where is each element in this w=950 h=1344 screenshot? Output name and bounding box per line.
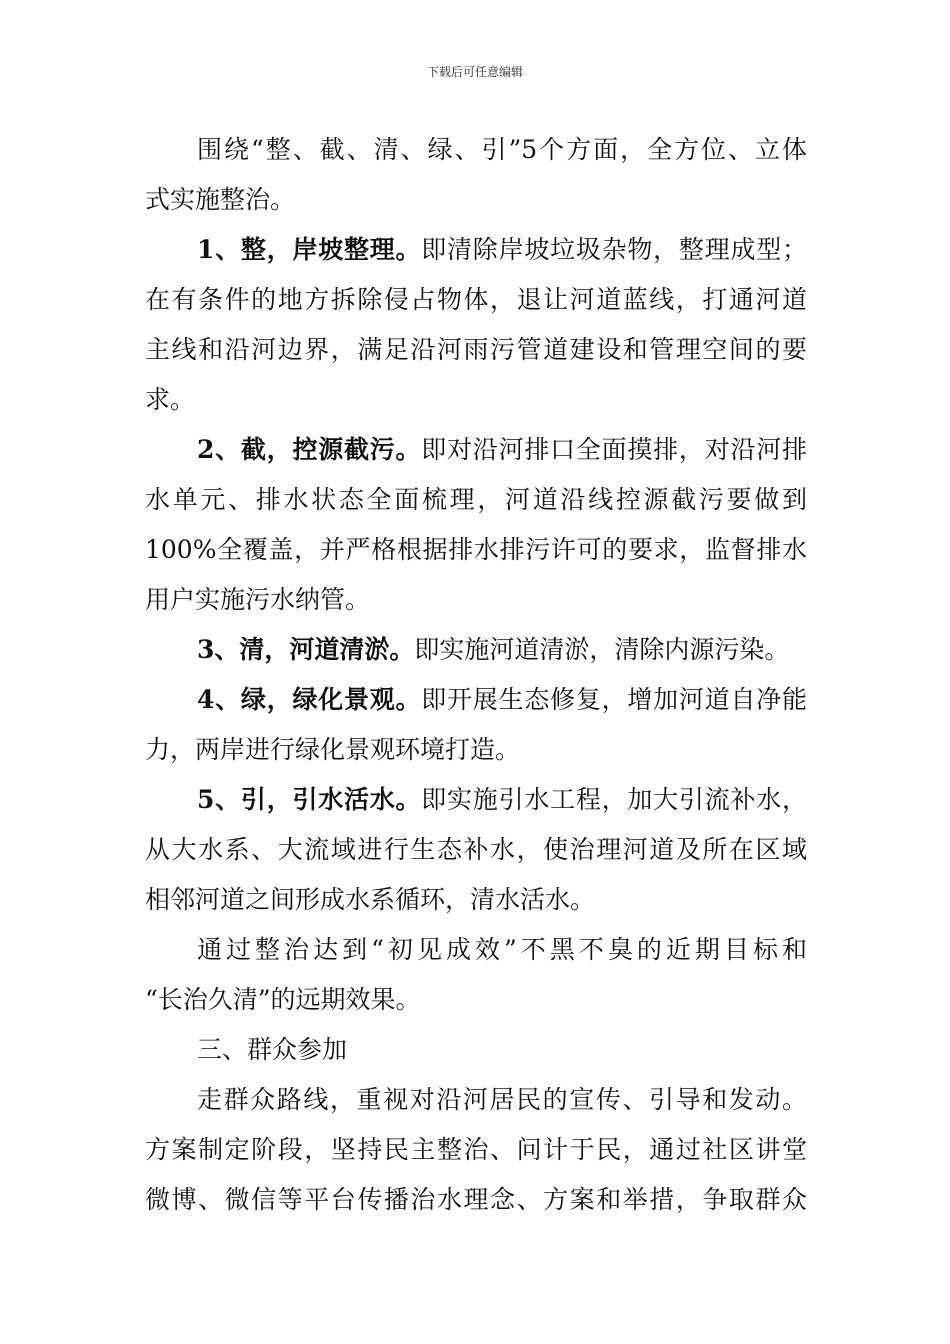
- item-heading: 2、截，控源截污。: [197, 435, 422, 464]
- paragraph-line: 求。: [145, 385, 196, 414]
- paragraph-line: 力，两岸进行绿化景观环境打造。: [145, 735, 521, 764]
- item-5-paragraph: [145, 775, 807, 925]
- paragraph-line: “长治久清”的远期效果。: [145, 985, 421, 1014]
- paragraph-line: 三、群众参加: [197, 1035, 348, 1064]
- item-heading: 1、整，岸坡整理。: [197, 235, 422, 264]
- goal-paragraph: [145, 925, 807, 1025]
- item-text: 即开展生态修复，增加河道自净能: [421, 685, 807, 714]
- item-4-paragraph: [145, 675, 807, 775]
- item-text: 即实施引水工程，加大引流补水，: [421, 785, 807, 814]
- paragraph-line: 水单元、排水状态全面梳理，河道沿线控源截污要做到: [145, 485, 807, 514]
- public-participation-paragraph: [145, 1075, 807, 1225]
- document-body: [145, 125, 807, 1225]
- paragraph-line: [145, 675, 807, 725]
- paragraph-line: [145, 225, 807, 275]
- paragraph-line: 微博、微信等平台传播治水理念、方案和举措，争取群众: [145, 1185, 807, 1214]
- paragraph-line: 主线和沿河边界，满足沿河雨污管道建设和管理空间的要: [145, 335, 807, 364]
- item-3-paragraph: [145, 625, 807, 675]
- item-2-paragraph: [145, 425, 807, 625]
- intro-paragraph: [145, 125, 807, 225]
- paragraph-line: 通过整治达到“初见成效”不黑不臭的近期目标和: [197, 935, 807, 964]
- section-heading: [145, 1025, 807, 1075]
- paragraph-line: 围绕“整、截、清、绿、引”5个方面，全方位、立体: [197, 135, 807, 164]
- paragraph-line: 方案制定阶段，坚持民主整治、问计于民，通过社区讲堂: [145, 1135, 807, 1164]
- paragraph-line: 在有条件的地方拆除侵占物体，退让河道蓝线，打通河道: [145, 285, 807, 314]
- paragraph-line: [145, 625, 807, 675]
- paragraph-line: 走群众路线，重视对沿河居民的宣传、引导和发动。: [197, 1085, 807, 1114]
- item-text: 即对沿河排口全面摸排，对沿河排: [421, 435, 807, 464]
- page-header: 下载后可任意编辑: [426, 65, 523, 79]
- paragraph-line: [145, 775, 807, 825]
- item-heading: 4、绿，绿化景观。: [197, 685, 422, 714]
- item-text: 即清除岸坡垃圾杂物，整理成型；: [421, 235, 807, 264]
- paragraph-line: 相邻河道之间形成水系循环，清水活水。: [145, 885, 596, 914]
- paragraph-line: 从大水系、大流域进行生态补水，使治理河道及所在区域: [145, 835, 807, 864]
- paragraph-line: 100%全覆盖，并严格根据排水排污许可的要求，监督排水: [145, 535, 807, 564]
- item-heading: 3、清，河道清淤。: [197, 635, 415, 664]
- item-heading: 5、引，引水活水。: [197, 785, 422, 814]
- paragraph-line: 用户实施污水纳管。: [145, 585, 371, 614]
- paragraph-line: [145, 425, 807, 475]
- item-text: 即实施河道清淤，清除内源污染。: [414, 635, 790, 664]
- item-1-paragraph: [145, 225, 807, 425]
- paragraph-line: 式实施整治。: [145, 185, 296, 214]
